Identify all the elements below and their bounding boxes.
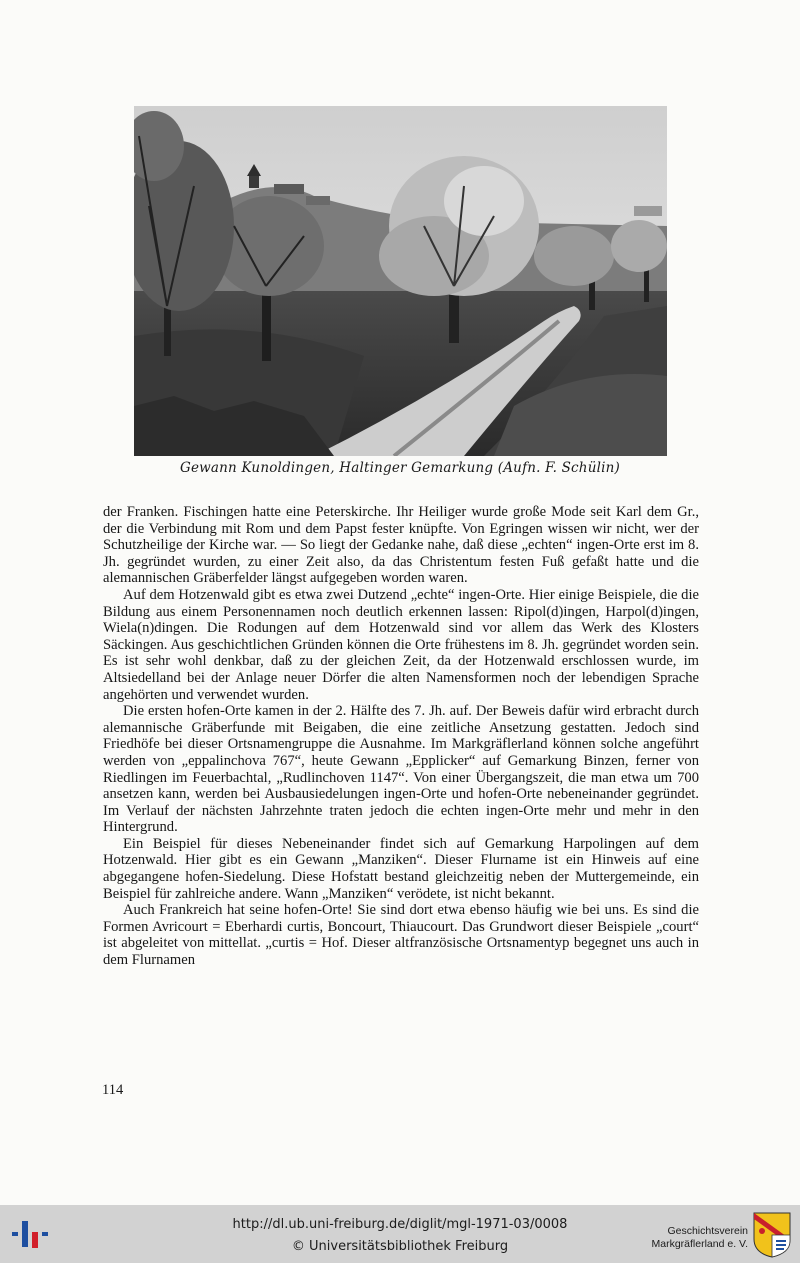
orchard-photo <box>134 106 667 456</box>
society-line-1: Geschichtsverein <box>667 1225 748 1237</box>
ub-freiburg-logo-icon[interactable] <box>10 1213 52 1255</box>
footer-url-link[interactable]: http://dl.ub.uni-freiburg.de/diglit/mgl-1971-03/0008 <box>232 1217 568 1232</box>
paragraph: der Franken. Fischingen hatte eine Peterskirche. Ihr Heiliger wurde große Mode seit Karl dem Gr., der die Verbindung mit Rom und dem Papst fester knüpfte. Von Egringen wissen wir nicht, wer der Schutzheilige der Kirche war. — So liegt der Gedanke nahe, daß diese „echten“ ingen-Orte erst im 8. Jh. gegründet wurden, zu einer Zeit also, da das Christentum festen Fuß gefaßt hatte und die alemannischen Gräberfelder längst aufgegeben worden waren. <box>103 504 699 587</box>
markgraeflerland-crest-icon[interactable] <box>752 1211 792 1259</box>
paragraph: Auch Frankreich hat seine hofen-Orte! Sie sind dort etwa ebenso häufig wie bei uns. Es sind die Formen Avricourt = Eberhardi curtis, Boncourt, Thiaucourt. Das Grundwort dieser Beispiele „court“ ist abgeleitet von mittellat. „curtis = Hof. Dieser altfranzösische Ortsnamentyp begegnet uns auch in dem Flurnamen <box>103 902 699 969</box>
orchard-photo-image <box>134 106 667 456</box>
society-line-2: Markgräflerland e. V. <box>651 1238 748 1250</box>
page-number: 114 <box>102 1082 124 1098</box>
body-text <box>103 504 699 969</box>
footer-bar <box>0 1205 800 1263</box>
paragraph: Ein Beispiel für dieses Nebeneinander findet sich auf Gemarkung Harpolingen auf dem Hotzenwald. Hier gibt es ein Gewann „Manziken“. Dieser Flurname ist ein Hinweis auf eine abgegangene hofen-Siedelung. Diese Hofstatt bestand gleichzeitig neben der Muttergemeinde, ein Beispiel für zahlreiche andere. Wann „Manziken“ verödete, ist nicht bekannt. <box>103 835 699 902</box>
paragraph: Auf dem Hotzenwald gibt es etwa zwei Dutzend „echte“ ingen-Orte. Hier einige Beispiele, die die Bildung aus einem Personennamen noch deutlich erkennen lassen: Ripol(d)ingen, Harpol(d)ingen, Wiela(n)dingen. Die Rodungen auf dem Hotzenwald sind vor allem das Werk des Klosters Säckingen. Aus geschichtlichen Gründen können die Orte frühestens im 8. Jh. gegründet worden sein. Es ist sehr wohl denkbar, daß zu der gleichen Zeit, da der Hotzenwald erschlossen wurde, im Altsiedelland bei der Anlage neuer Dörfer die alten Namensformen noch der lebendigen Sprache angehörten und verwendet wurden. <box>103 586 699 703</box>
footer-copyright: © Universitätsbibliothek Freiburg <box>291 1239 509 1254</box>
paragraph: Die ersten hofen-Orte kamen in der 2. Hälfte des 7. Jh. auf. Der Beweis dafür wird erbracht durch alemannische Gräberfunde mit Beigaben, die eine zeitliche Ansetzung gestatten. Jedoch sind Friedhöfe bei dieser Ortsnamengruppe die Ausnahme. Im Markgräflerland können solche angeführt werden von „eppalinchova 767“, heute Gewann „Epplicker“ auf Gemarkung Binzen, ferner von Riedlingen im Feuerbachtal, „Rudlinchoven 1147“. Von einer Übergangszeit, die man etwa um 700 ansetzen kann, werden bei Ausbausiedelungen ingen-Orte und hofen-Orte nebeneinander gegründet. Im Verlauf der nächsten Jahrzehnte traten jedoch die echten ingen-Orte mehr und mehr in den Hintergrund. <box>103 703 699 836</box>
society-name <box>630 1225 748 1251</box>
photo-caption: Gewann Kunoldingen, Haltinger Gemarkung (Aufn. F. Schülin) <box>179 460 620 476</box>
